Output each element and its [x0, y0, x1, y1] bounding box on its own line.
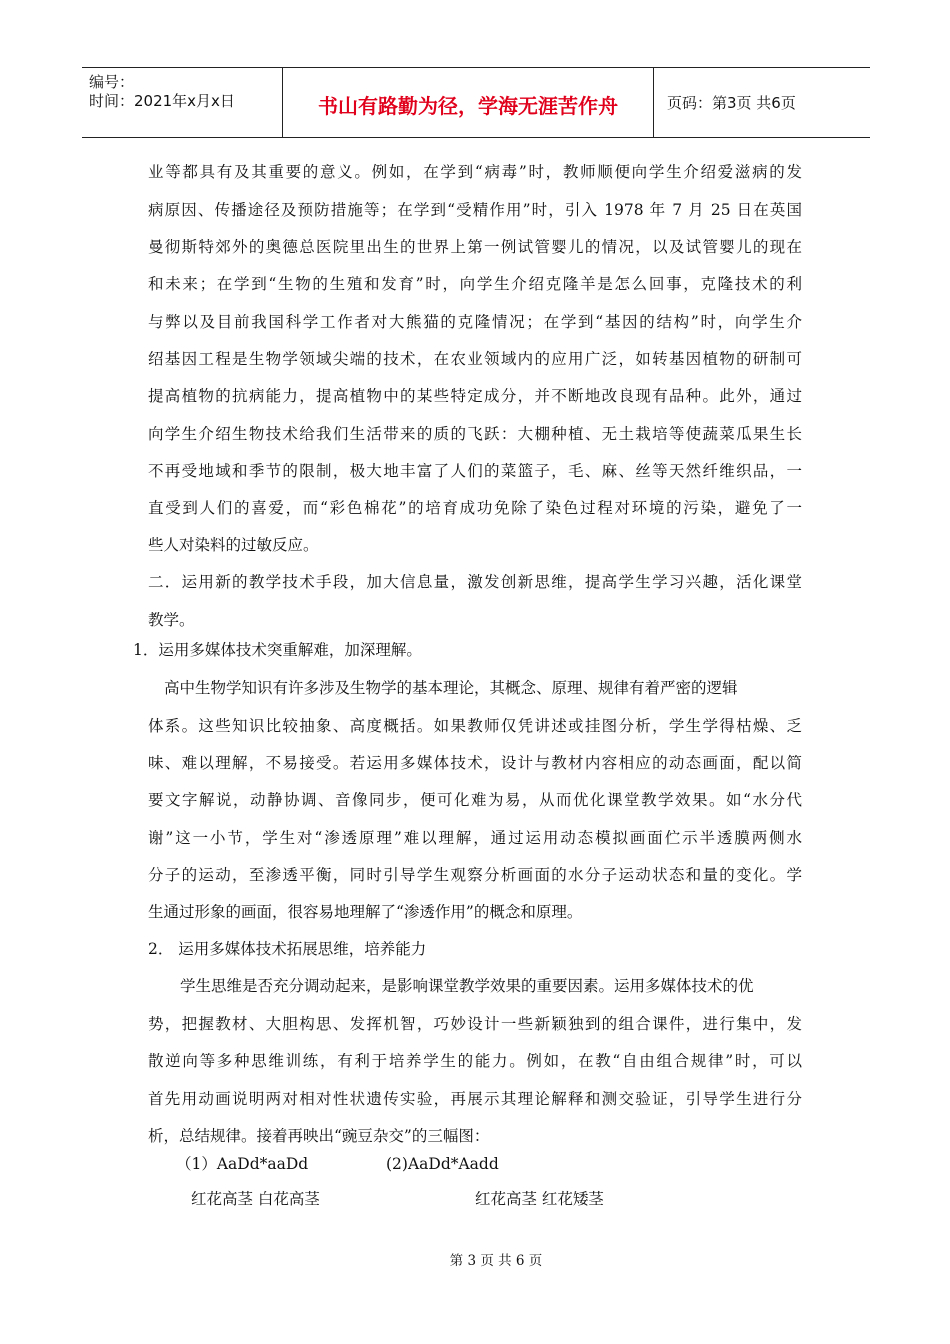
page-footer: 第 3 页 共 6 页: [449, 1253, 543, 1269]
body-text-line: 散逆向等多种思维训练，有利于培养学生的能力。例如，在教“自由组合规律”时，可以: [148, 1052, 802, 1070]
cross-2-label: (2)AaDd*Aadd: [386, 1155, 499, 1173]
body-text-line: 味、难以理解，不易接受。若运用多媒体技术，设计与教材内容相应的动态画面，配以简: [148, 754, 802, 772]
body-text-line: 些人对染料的过敏反应。: [148, 536, 319, 554]
header-motto: 书山有路勤为径，学海无涯苦作舟: [318, 94, 618, 118]
cross-1-phenotypes: 红花高茎 白花高茎: [191, 1190, 320, 1208]
body-text-line: 直受到人们的喜爱，而“彩色棉花”的培育成功免除了染色过程对环境的污染，避免了一: [148, 499, 802, 517]
body-text-line: 析，总结规律。接着再映出“豌豆杂交”的三幅图：: [148, 1127, 490, 1145]
body-text-line: 业等都具有及其重要的意义。例如，在学到“病毒”时，教师顺便向学生介绍爱滋病的发: [148, 163, 802, 181]
body-text-line: 谢”这一小节，学生对“渗透原理”难以理解，通过运用动态模拟画面伫示半透膜两侧水: [148, 829, 802, 847]
cross-2-phenotypes: 红花高茎 红花矮茎: [475, 1190, 604, 1208]
date-label: 时间：2021年x月x日: [89, 92, 235, 110]
body-text-line: 二．运用新的教学技术手段，加大信息量，激发创新思维，提高学生学习兴趣，活化课堂: [148, 573, 802, 591]
body-text-line: 势，把握教材、大胆构思、发挥机智，巧妙设计一些新颖独到的组合课件，进行集中，发: [148, 1015, 802, 1033]
body-text-line: 分子的运动，至渗透平衡，同时引导学生观察分析画面的水分子运动状态和量的变化。学: [148, 866, 802, 884]
body-text-line: 向学生介绍生物技术给我们生活带来的质的飞跃：大棚种植、无土栽培等使蔬菜瓜果生长: [148, 425, 802, 443]
header-meta-cell: [82, 68, 283, 137]
body-text-line: 要文字解说，动静协调、音像同步，便可化难为易，从而优化课堂教学效果。如“水分代: [148, 791, 802, 809]
number-label: 编号：: [89, 73, 135, 91]
body-text-line: 不再受地域和季节的限制，极大地丰富了人们的菜篮子，毛、麻、丝等天然纤维织品，一: [148, 462, 802, 480]
cross-1-label: （1）AaDd*aaDd: [176, 1155, 309, 1173]
body-text-line: 生通过形象的画面，很容易地理解了“渗透作用”的概念和原理。: [148, 903, 583, 921]
body-text-line: 高中生物学知识有许多涉及生物学的基本理论，其概念、原理、规律有着严密的逻辑: [164, 679, 738, 697]
body-text-line: 1．运用多媒体技术突重解难，加深理解。: [133, 641, 422, 659]
body-text-line: 体系。这些知识比较抽象、高度概括。如果教师仅凭讲述或挂图分析，学生学得枯燥、乏: [148, 717, 802, 735]
body-text-line: 首先用动画说明两对相对性状遗传实验，再展示其理论解释和测交验证，引导学生进行分: [148, 1090, 802, 1108]
body-text-line: 学生思维是否充分调动起来，是影响课堂教学效果的重要因素。运用多媒体技术的优: [180, 977, 754, 995]
header-motto-cell: [283, 68, 654, 137]
body-text-line: 提高植物的抗病能力，提高植物中的某些特定成分，并不断地改良现有品种。此外，通过: [148, 387, 802, 405]
body-text-line: 绍基因工程是生物学领域尖端的技术，在农业领域内的应用广泛，如转基因植物的研制可: [148, 350, 802, 368]
body-text-line: 2． 运用多媒体技术拓展思维，培养能力: [148, 940, 427, 958]
body-text-line: 曼彻斯特郊外的奥德总医院里出生的世界上第一例试管婴儿的情况，以及试管婴儿的现在: [148, 238, 802, 256]
body-text-line: 和未来；在学到“生物的生殖和发育”时，向学生介绍克隆羊是怎么回事，克隆技术的利: [148, 275, 802, 293]
body-text-line: 与弊以及目前我国科学工作者对大熊猫的克隆情况；在学到“基因的结构”时，向学生介: [148, 313, 802, 331]
body-text-line: 教学。: [148, 611, 195, 629]
body-text-line: 病原因、传播途径及预防措施等；在学到“受精作用”时，引入 1978 年 7 月 25 日在英国: [148, 201, 802, 219]
header-page-info: 页码：第3页 共6页: [667, 94, 796, 112]
page-header: [82, 67, 870, 138]
